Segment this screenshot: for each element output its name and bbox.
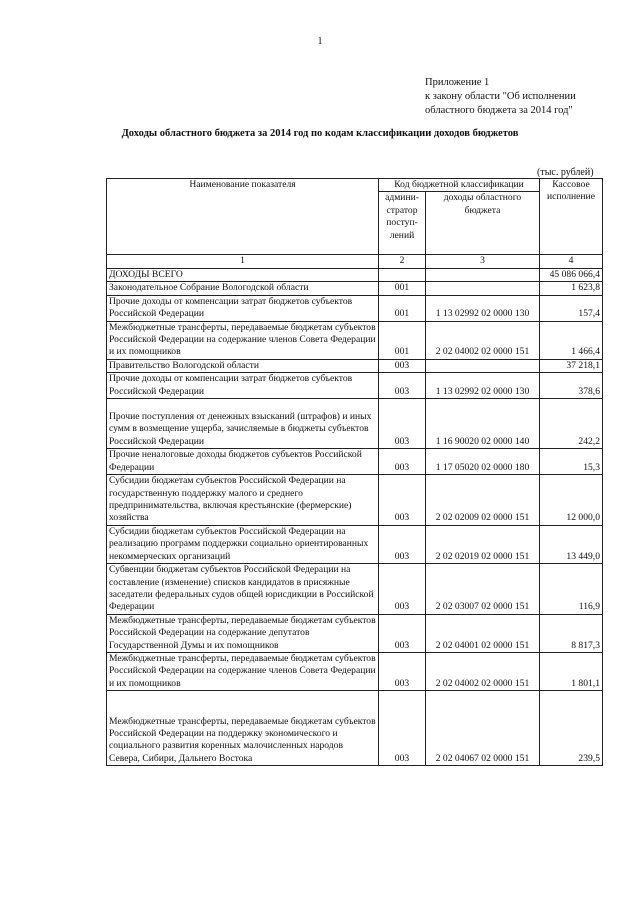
appendix-line-3: областного бюджета за 2014 год"	[425, 105, 573, 116]
administrator-code-cell: 003	[379, 525, 426, 563]
cash-execution-cell: 242,2	[540, 399, 603, 449]
table-row	[107, 373, 603, 399]
table-row	[107, 691, 603, 766]
administrator-code-cell: 003	[379, 373, 426, 399]
table-row	[107, 652, 603, 690]
indicator-name-cell: Прочие неналоговые доходы бюджетов субъектов Российской Федерации	[107, 449, 379, 475]
administrator-code-cell: 003	[379, 449, 426, 475]
administrator-code-cell: 003	[379, 399, 426, 449]
indicator-name-cell: Законодательное Собрание Вологодской области	[107, 282, 379, 295]
administrator-code-cell	[379, 268, 426, 281]
table-row	[107, 449, 603, 475]
indicator-name-cell: Субсидии бюджетам субъектов Российской Федерации на реализацию программ поддержки социально ориентированных некоммерческих организаций	[107, 525, 379, 563]
cash-execution-cell: 13 449,0	[540, 525, 603, 563]
budget-income-code-cell: 2 02 02019 02 0000 151	[426, 525, 540, 563]
budget-income-code-cell: 1 16 90020 02 0000 140	[426, 399, 540, 449]
indicator-name-cell: Межбюджетные трансферты, передаваемые бюджетам субъектов Российской Федерации на поддержку экономического и социального развития коренных малочисленных народов Севера, Сибири, Дальнего Востока	[107, 691, 379, 766]
budget-income-code-cell	[426, 359, 540, 372]
header-indicator-name: Наименование показателя	[107, 179, 379, 255]
indicator-name-cell: Прочие доходы от компенсации затрат бюджетов субъектов Российской Федерации	[107, 295, 379, 321]
cash-execution-cell: 239,5	[540, 691, 603, 766]
column-number-row	[107, 255, 603, 268]
header-cash-execution: Кассовое исполнение	[540, 179, 603, 255]
cash-execution-cell: 15,3	[540, 449, 603, 475]
table-row	[107, 475, 603, 526]
column-number: 2	[379, 255, 426, 268]
administrator-code-cell: 001	[379, 282, 426, 295]
budget-income-code-cell	[426, 282, 540, 295]
document-title: Доходы областного бюджета за 2014 год по кодам классификации доходов бюджетов	[121, 128, 519, 139]
income-table	[106, 178, 603, 766]
cash-execution-cell: 1 801,1	[540, 652, 603, 690]
header-budget-income: доходы областного бюджета	[426, 192, 540, 255]
administrator-code-cell: 003	[379, 614, 426, 652]
column-number: 4	[540, 255, 603, 268]
table-row	[107, 614, 603, 652]
indicator-name-cell: Межбюджетные трансферты, передаваемые бюджетам субъектов Российской Федерации на содержание депутатов Государственной Думы и их помощников	[107, 614, 379, 652]
administrator-code-cell: 003	[379, 652, 426, 690]
budget-income-code-cell	[426, 268, 540, 281]
indicator-name-cell: Прочие поступления от денежных взысканий (штрафов) и иных сумм в возмещение ущерба, зачисляемые в бюджеты субъектов Российской Федерации	[107, 399, 379, 449]
budget-income-code-cell: 1 13 02992 02 0000 130	[426, 295, 540, 321]
indicator-name-cell: Межбюджетные трансферты, передаваемые бюджетам субъектов Российской Федерации на содержание членов Совета Федерации и их помощников	[107, 321, 379, 359]
appendix-line-1: Приложение 1	[425, 77, 490, 88]
administrator-code-cell: 001	[379, 295, 426, 321]
budget-income-code-cell: 2 02 02009 02 0000 151	[426, 475, 540, 526]
cash-execution-cell: 157,4	[540, 295, 603, 321]
budget-income-code-cell: 2 02 04002 02 0000 151	[426, 652, 540, 690]
indicator-name-cell: Правительство Вологодской области	[107, 359, 379, 372]
table-row	[107, 525, 603, 563]
indicator-name-cell: ДОХОДЫ ВСЕГО	[107, 268, 379, 281]
cash-execution-cell: 8 817,3	[540, 614, 603, 652]
indicator-name-cell: Субсидии бюджетам субъектов Российской Федерации на государственную поддержку малого и среднего предпринимательства, включая крестьянские (фермерские) хозяйства	[107, 475, 379, 526]
table-body	[107, 268, 603, 765]
indicator-name-cell: Межбюджетные трансферты, передаваемые бюджетам субъектов Российской Федерации на содержание членов Совета Федерации и их помощников	[107, 652, 379, 690]
table-row	[107, 321, 603, 359]
budget-income-code-cell: 2 02 04001 02 0000 151	[426, 614, 540, 652]
cash-execution-cell: 1 466,4	[540, 321, 603, 359]
appendix-line-2: к закону области "Об исполнении	[425, 91, 576, 102]
administrator-code-cell: 003	[379, 691, 426, 766]
cash-execution-cell: 37 218,1	[540, 359, 603, 372]
budget-income-code-cell: 2 02 04067 02 0000 151	[426, 691, 540, 766]
header-administrator: админи- стратор поступ- лений	[379, 192, 426, 255]
table-row	[107, 564, 603, 615]
administrator-code-cell: 003	[379, 359, 426, 372]
table-row	[107, 399, 603, 449]
page-number: 1	[317, 36, 323, 47]
table-row	[107, 268, 603, 281]
units-label: (тыс. рублей)	[537, 167, 594, 178]
administrator-code-cell: 003	[379, 564, 426, 615]
indicator-name-cell: Прочие доходы от компенсации затрат бюджетов субъектов Российской Федерации	[107, 373, 379, 399]
budget-income-code-cell: 1 13 02992 02 0000 130	[426, 373, 540, 399]
cash-execution-cell: 45 086 066,4	[540, 268, 603, 281]
header-code-group: Код бюджетной классификации	[379, 179, 540, 192]
column-number: 1	[107, 255, 379, 268]
appendix-note	[425, 76, 576, 118]
column-number: 3	[426, 255, 540, 268]
administrator-code-cell: 001	[379, 321, 426, 359]
indicator-name-cell: Субвенции бюджетам субъектов Российской Федерации на составление (изменение) списков кандидатов в присяжные заседатели федеральных судов общей юрисдикции в Российской Федерации	[107, 564, 379, 615]
budget-income-code-cell: 2 02 04002 02 0000 151	[426, 321, 540, 359]
cash-execution-cell: 378,6	[540, 373, 603, 399]
budget-income-code-cell: 2 02 03007 02 0000 151	[426, 564, 540, 615]
table-row	[107, 282, 603, 295]
budget-income-code-cell: 1 17 05020 02 0000 180	[426, 449, 540, 475]
cash-execution-cell: 116,9	[540, 564, 603, 615]
cash-execution-cell: 12 000,0	[540, 475, 603, 526]
administrator-code-cell: 003	[379, 475, 426, 526]
table-row	[107, 359, 603, 372]
cash-execution-cell: 1 623,8	[540, 282, 603, 295]
table-row	[107, 295, 603, 321]
